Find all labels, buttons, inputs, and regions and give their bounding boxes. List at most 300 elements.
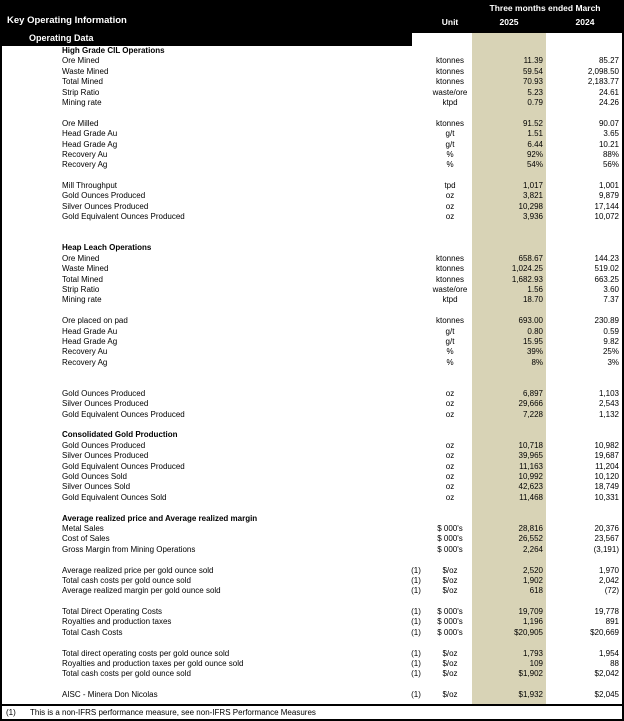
footnote-marker-cell xyxy=(404,67,428,77)
footnote-marker-cell xyxy=(404,88,428,98)
section-title: Average realized price and Average realized margin xyxy=(62,513,258,523)
table-row xyxy=(2,607,622,617)
unit-cell: oz xyxy=(445,399,455,409)
table-row xyxy=(2,462,622,472)
row-label: Ore Milled xyxy=(62,118,99,128)
table-row xyxy=(2,150,622,160)
row-label: Gold Equivalent Ounces Produced xyxy=(62,461,185,471)
section-header-row xyxy=(2,46,622,56)
unit-cell: $/oz xyxy=(442,659,458,669)
table-row xyxy=(2,77,622,87)
table-row xyxy=(2,347,622,357)
value-2024: $20,669 xyxy=(590,627,619,637)
row-label: Gold Ounces Produced xyxy=(62,388,146,398)
footnote-marker-cell xyxy=(404,295,428,305)
row-label: Mill Throughput xyxy=(62,181,117,191)
value-2025: 11.39 xyxy=(523,56,543,66)
footnote-marker-cell xyxy=(404,275,428,285)
spacer-row xyxy=(2,306,622,316)
row-label: Silver Ounces Produced xyxy=(62,451,149,461)
section-header-row xyxy=(2,430,622,440)
footnote-marker-cell xyxy=(404,119,428,129)
table-row xyxy=(2,669,622,679)
row-label: Recovery Ag xyxy=(62,357,108,367)
row-label: Strip Ratio xyxy=(62,87,100,97)
row-label: Metal Sales xyxy=(62,523,104,533)
section-header-row xyxy=(2,243,622,253)
row-label: Average realized price per gold ounce sold xyxy=(62,565,214,575)
spacer-row xyxy=(2,420,622,430)
value-2025: 3,936 xyxy=(522,212,543,222)
table-row xyxy=(2,649,622,659)
footnote-marker-cell xyxy=(404,212,428,222)
footnote-marker-cell xyxy=(404,202,428,212)
row-label: Total Mined xyxy=(62,77,103,87)
unit-cell: % xyxy=(446,347,454,357)
footnote-marker-cell xyxy=(404,327,428,337)
unit-cell: $/oz xyxy=(442,565,458,575)
value-2025: 0.80 xyxy=(527,326,543,336)
value-2024: 10,331 xyxy=(594,492,619,502)
footnote-marker-cell xyxy=(404,472,428,482)
footnote-marker-cell xyxy=(404,337,428,347)
value-2025: $20,905 xyxy=(514,627,543,637)
footnote-marker-cell: (1) xyxy=(411,627,421,637)
row-label: Head Grade Ag xyxy=(62,139,118,149)
value-2024: 663.25 xyxy=(594,274,619,284)
footnote-marker-cell xyxy=(404,129,428,139)
operating-data-subtitle: Operating Data xyxy=(29,33,94,43)
row-label: Recovery Au xyxy=(62,347,108,357)
unit-cell: g/t xyxy=(445,139,455,149)
spacer-row xyxy=(2,233,622,243)
table-row xyxy=(2,534,622,544)
table-row xyxy=(2,451,622,461)
table-row xyxy=(2,316,622,326)
unit-cell: ktonnes xyxy=(435,56,465,66)
table-row xyxy=(2,202,622,212)
footnote-marker-cell xyxy=(404,254,428,264)
value-2025: 5.23 xyxy=(527,87,543,97)
table-row xyxy=(2,566,622,576)
table-row xyxy=(2,129,622,139)
value-2024: 10,072 xyxy=(594,212,619,222)
value-2024: 10,120 xyxy=(594,472,619,482)
value-2024: 519.02 xyxy=(594,264,619,274)
footnote-marker-cell xyxy=(404,347,428,357)
value-2025: 0.79 xyxy=(527,97,543,107)
row-label: Total cash costs per gold ounce sold xyxy=(62,669,191,679)
row-label: Mining rate xyxy=(62,97,102,107)
spacer-row xyxy=(2,379,622,389)
row-label: Gold Equivalent Ounces Produced xyxy=(62,212,185,222)
footnote-marker-cell xyxy=(404,451,428,461)
period-header: Three months ended March xyxy=(489,3,601,13)
value-2025: 8% xyxy=(531,357,543,367)
row-label: Gross Margin from Mining Operations xyxy=(62,544,196,554)
value-2024: 17,144 xyxy=(594,201,619,211)
table-row xyxy=(2,285,622,295)
table-row xyxy=(2,576,622,586)
unit-cell: ktonnes xyxy=(435,77,465,87)
footnote-marker-cell xyxy=(404,150,428,160)
table-row xyxy=(2,472,622,482)
value-2025: $1,902 xyxy=(518,669,543,679)
row-label: Head Grade Ag xyxy=(62,336,118,346)
row-label: Total Cash Costs xyxy=(62,627,123,637)
unit-cell: ktonnes xyxy=(435,274,465,284)
unit-cell: oz xyxy=(445,482,455,492)
unit-cell: oz xyxy=(445,472,455,482)
report-header xyxy=(2,2,622,46)
value-2024: 19,778 xyxy=(594,607,619,617)
value-2024: 18,749 xyxy=(594,482,619,492)
value-2024: 20,376 xyxy=(594,523,619,533)
unit-cell: ktonnes xyxy=(435,264,465,274)
footnote-marker-cell: (1) xyxy=(411,565,421,575)
value-2024: 144.23 xyxy=(594,253,619,263)
value-2025: 658.67 xyxy=(518,253,543,263)
unit-cell: oz xyxy=(445,388,455,398)
unit-cell: oz xyxy=(445,440,455,450)
row-label: AISC - Minera Don Nicolas xyxy=(62,690,158,700)
row-label: Ore placed on pad xyxy=(62,316,128,326)
value-2025: 19,709 xyxy=(518,607,543,617)
footnote-marker-cell xyxy=(404,264,428,274)
value-2025: 10,718 xyxy=(518,440,543,450)
spacer-row xyxy=(2,555,622,565)
table-row xyxy=(2,327,622,337)
footnote-marker-cell: (1) xyxy=(411,690,421,700)
spacer-row xyxy=(2,680,622,690)
table-row xyxy=(2,410,622,420)
unit-cell: ktpd xyxy=(442,295,458,305)
unit-cell: $ 000's xyxy=(437,627,463,637)
table-row xyxy=(2,56,622,66)
value-2024: 10,982 xyxy=(594,440,619,450)
unit-cell: oz xyxy=(445,461,455,471)
unit-cell: $ 000's xyxy=(437,617,463,627)
footnote-marker-cell xyxy=(404,98,428,108)
footnote-marker-cell: (1) xyxy=(411,648,421,658)
unit-cell: oz xyxy=(445,451,455,461)
value-2024: $2,045 xyxy=(594,690,619,700)
value-2025: 26,552 xyxy=(518,534,543,544)
value-2025: 3,821 xyxy=(522,191,543,201)
footnote-marker-cell: (1) xyxy=(411,617,421,627)
value-2025: 1,793 xyxy=(522,648,543,658)
value-2025: 91.52 xyxy=(522,118,543,128)
row-label: Total cash costs per gold ounce sold xyxy=(62,575,191,585)
row-label: Average realized margin per gold ounce sold xyxy=(62,586,221,596)
value-2025: 28,816 xyxy=(518,523,543,533)
footnote-marker-cell xyxy=(404,410,428,420)
value-2024: 1,001 xyxy=(598,181,619,191)
row-label: Total Direct Operating Costs xyxy=(62,607,163,617)
unit-cell: $ 000's xyxy=(437,534,463,544)
value-2025: 1,902 xyxy=(522,575,543,585)
value-2024: 2,183.77 xyxy=(587,77,619,87)
table-row xyxy=(2,264,622,274)
row-label: Royalties and production taxes per gold ounce sold xyxy=(62,659,244,669)
value-2024: $2,042 xyxy=(594,669,619,679)
value-2025: 1.51 xyxy=(527,129,543,139)
table-row xyxy=(2,659,622,669)
value-2025: 109 xyxy=(529,659,543,669)
table-row xyxy=(2,160,622,170)
value-2025: 618 xyxy=(529,586,543,596)
value-2024: 88% xyxy=(602,149,619,159)
row-label: Recovery Au xyxy=(62,149,108,159)
value-2025: 1,017 xyxy=(522,181,543,191)
table-row xyxy=(2,275,622,285)
year-2025-column-header: 2025 xyxy=(499,17,519,27)
footnote-marker-cell: (1) xyxy=(411,575,421,585)
section-title: Heap Leach Operations xyxy=(62,243,152,253)
row-label: Head Grade Au xyxy=(62,326,118,336)
value-2024: (3,191) xyxy=(593,544,619,554)
value-2024: 1,132 xyxy=(598,409,619,419)
spacer-row xyxy=(2,223,622,233)
value-2024: 9.82 xyxy=(603,336,619,346)
table-row xyxy=(2,295,622,305)
value-2024: 90.07 xyxy=(598,118,619,128)
unit-cell: $/oz xyxy=(442,575,458,585)
footnote-marker-cell: (1) xyxy=(411,607,421,617)
footnote-marker-cell xyxy=(404,140,428,150)
unit-cell: oz xyxy=(445,212,455,222)
value-2024: 24.26 xyxy=(598,97,619,107)
row-label: Mining rate xyxy=(62,295,102,305)
footnote-marker-cell xyxy=(404,524,428,534)
table-row xyxy=(2,399,622,409)
unit-cell: $/oz xyxy=(442,648,458,658)
table-row xyxy=(2,545,622,555)
value-2025: 18.70 xyxy=(522,295,543,305)
value-2024: 2,042 xyxy=(598,575,619,585)
footnote-marker-cell xyxy=(404,181,428,191)
unit-cell: ktonnes xyxy=(435,118,465,128)
value-2024: 56% xyxy=(602,160,619,170)
value-2024: 88 xyxy=(610,659,619,669)
footnote-marker-cell xyxy=(404,462,428,472)
footnote-marker-cell xyxy=(404,399,428,409)
value-2025: 7,228 xyxy=(522,409,543,419)
row-label: Recovery Ag xyxy=(62,160,108,170)
footnote-marker-cell xyxy=(404,285,428,295)
unit-cell: $ 000's xyxy=(437,607,463,617)
footnote-marker-cell xyxy=(404,441,428,451)
spacer-row xyxy=(2,597,622,607)
value-2025: 10,992 xyxy=(518,472,543,482)
unit-cell: tpd xyxy=(444,181,456,191)
footnote-bar xyxy=(2,704,622,719)
value-2024: 3.65 xyxy=(603,129,619,139)
unit-cell: oz xyxy=(445,191,455,201)
footnote-marker-cell: (1) xyxy=(411,659,421,669)
value-2024: 1,954 xyxy=(598,648,619,658)
value-2024: 19,687 xyxy=(594,451,619,461)
table-row xyxy=(2,441,622,451)
value-2025: 59.54 xyxy=(522,66,543,76)
row-label: Cost of Sales xyxy=(62,534,110,544)
footnote-marker-cell xyxy=(404,534,428,544)
table-row xyxy=(2,617,622,627)
value-2025: 54% xyxy=(526,160,543,170)
value-2025: 1.56 xyxy=(527,284,543,294)
table-body xyxy=(2,46,622,701)
table-row xyxy=(2,337,622,347)
footnote-marker-cell xyxy=(404,389,428,399)
value-2025: 39,965 xyxy=(518,451,543,461)
page-title: Key Operating Information xyxy=(7,15,127,26)
value-2025: 6,897 xyxy=(522,388,543,398)
value-2025: 11,163 xyxy=(519,461,543,471)
row-label: Ore Mined xyxy=(62,56,100,66)
section-title: High Grade CIL Operations xyxy=(62,46,165,55)
value-2024: 3.60 xyxy=(603,284,619,294)
unit-cell: g/t xyxy=(445,129,455,139)
spacer-row xyxy=(2,638,622,648)
table-row xyxy=(2,119,622,129)
row-label: Silver Ounces Produced xyxy=(62,399,149,409)
footnote-marker-cell xyxy=(404,545,428,555)
spacer-row xyxy=(2,503,622,513)
row-label: Gold Ounces Produced xyxy=(62,440,146,450)
value-2024: 24.61 xyxy=(598,87,619,97)
value-2024: 25% xyxy=(602,347,619,357)
footnote-marker-cell xyxy=(404,358,428,368)
table-row xyxy=(2,140,622,150)
table-row xyxy=(2,181,622,191)
row-label: Silver Ounces Produced xyxy=(62,201,149,211)
unit-cell: % xyxy=(446,149,454,159)
value-2024: 2,543 xyxy=(598,399,619,409)
value-2024: 3% xyxy=(607,357,619,367)
footnote-text: This is a non-IFRS performance measure, see non-IFRS Performance Measures xyxy=(30,708,316,717)
row-label: Waste Mined xyxy=(62,264,109,274)
value-2024: 0.59 xyxy=(603,326,619,336)
unit-cell: ktonnes xyxy=(435,66,465,76)
value-2025: 2,520 xyxy=(522,565,543,575)
value-2025: 15.95 xyxy=(522,336,543,346)
year-2024-column-header: 2024 xyxy=(575,17,595,27)
row-label: Gold Ounces Sold xyxy=(62,472,127,482)
footnote-marker-cell: (1) xyxy=(411,586,421,596)
row-label: Royalties and production taxes xyxy=(62,617,172,627)
table-row xyxy=(2,254,622,264)
table-row xyxy=(2,690,622,700)
row-label: Gold Equivalent Ounces Sold xyxy=(62,492,167,502)
footnote-marker-cell xyxy=(404,77,428,87)
table-row xyxy=(2,586,622,596)
unit-cell: % xyxy=(446,160,454,170)
unit-cell: waste/ore xyxy=(432,87,468,97)
table-row xyxy=(2,98,622,108)
row-label: Strip Ratio xyxy=(62,284,100,294)
value-2024: 7.37 xyxy=(603,295,619,305)
table-row xyxy=(2,212,622,222)
value-2025: 1,024.25 xyxy=(511,264,543,274)
footnote-marker-cell: (1) xyxy=(411,669,421,679)
row-label: Total direct operating costs per gold ounce sold xyxy=(62,648,230,658)
value-2024: (72) xyxy=(604,586,619,596)
unit-cell: oz xyxy=(445,492,455,502)
value-2024: 11,204 xyxy=(595,461,619,471)
section-title: Consolidated Gold Production xyxy=(62,430,178,440)
footnote-marker-cell xyxy=(404,493,428,503)
footnote-marker-cell xyxy=(404,160,428,170)
unit-cell: oz xyxy=(445,201,455,211)
value-2024: 1,970 xyxy=(598,565,619,575)
table-row xyxy=(2,524,622,534)
unit-cell: g/t xyxy=(445,326,455,336)
table-row xyxy=(2,389,622,399)
unit-cell: $/oz xyxy=(442,586,458,596)
value-2025: $1,932 xyxy=(518,690,543,700)
row-label: Gold Equivalent Ounces Produced xyxy=(62,409,185,419)
row-label: Gold Ounces Produced xyxy=(62,191,146,201)
value-2024: 1,103 xyxy=(598,388,619,398)
unit-column-header: Unit xyxy=(441,17,459,27)
unit-cell: $ 000's xyxy=(437,523,463,533)
unit-cell: g/t xyxy=(445,336,455,346)
value-2025: 42,623 xyxy=(518,482,543,492)
table-row xyxy=(2,88,622,98)
value-2025: 6.44 xyxy=(527,139,543,149)
value-2024: 9,879 xyxy=(598,191,619,201)
footnote-marker-cell xyxy=(404,191,428,201)
value-2024: 230.89 xyxy=(594,316,619,326)
table-row xyxy=(2,358,622,368)
unit-cell: ktonnes xyxy=(435,316,465,326)
table-row xyxy=(2,628,622,638)
unit-cell: $ 000's xyxy=(437,544,463,554)
unit-cell: oz xyxy=(445,409,455,419)
value-2025: 11,468 xyxy=(519,492,543,502)
value-2024: 23,567 xyxy=(594,534,619,544)
value-2025: 1,196 xyxy=(522,617,543,627)
value-2024: 10.21 xyxy=(598,139,619,149)
value-2025: 10,298 xyxy=(518,201,543,211)
table-row xyxy=(2,482,622,492)
unit-cell: % xyxy=(446,357,454,367)
footnote-marker-cell xyxy=(404,316,428,326)
footnote-marker-cell xyxy=(404,56,428,66)
value-2025: 2,264 xyxy=(522,544,543,554)
row-label: Ore Mined xyxy=(62,253,100,263)
value-2025: 39% xyxy=(526,347,543,357)
row-label: Waste Mined xyxy=(62,66,109,76)
row-label: Head Grade Au xyxy=(62,129,118,139)
spacer-row xyxy=(2,171,622,181)
spacer-row xyxy=(2,108,622,118)
row-label: Total Mined xyxy=(62,274,103,284)
footnote-marker: (1) xyxy=(6,708,16,717)
value-2025: 92% xyxy=(526,149,543,159)
row-label: Silver Ounces Sold xyxy=(62,482,131,492)
section-header-row xyxy=(2,514,622,524)
footnote-marker-cell xyxy=(404,482,428,492)
value-2025: 693.00 xyxy=(518,316,543,326)
unit-cell: ktpd xyxy=(442,97,458,107)
value-2024: 85.27 xyxy=(598,56,619,66)
unit-cell: $/oz xyxy=(442,669,458,679)
table-row xyxy=(2,191,622,201)
spacer-row xyxy=(2,368,622,378)
value-2024: 891 xyxy=(605,617,619,627)
table-row xyxy=(2,67,622,77)
